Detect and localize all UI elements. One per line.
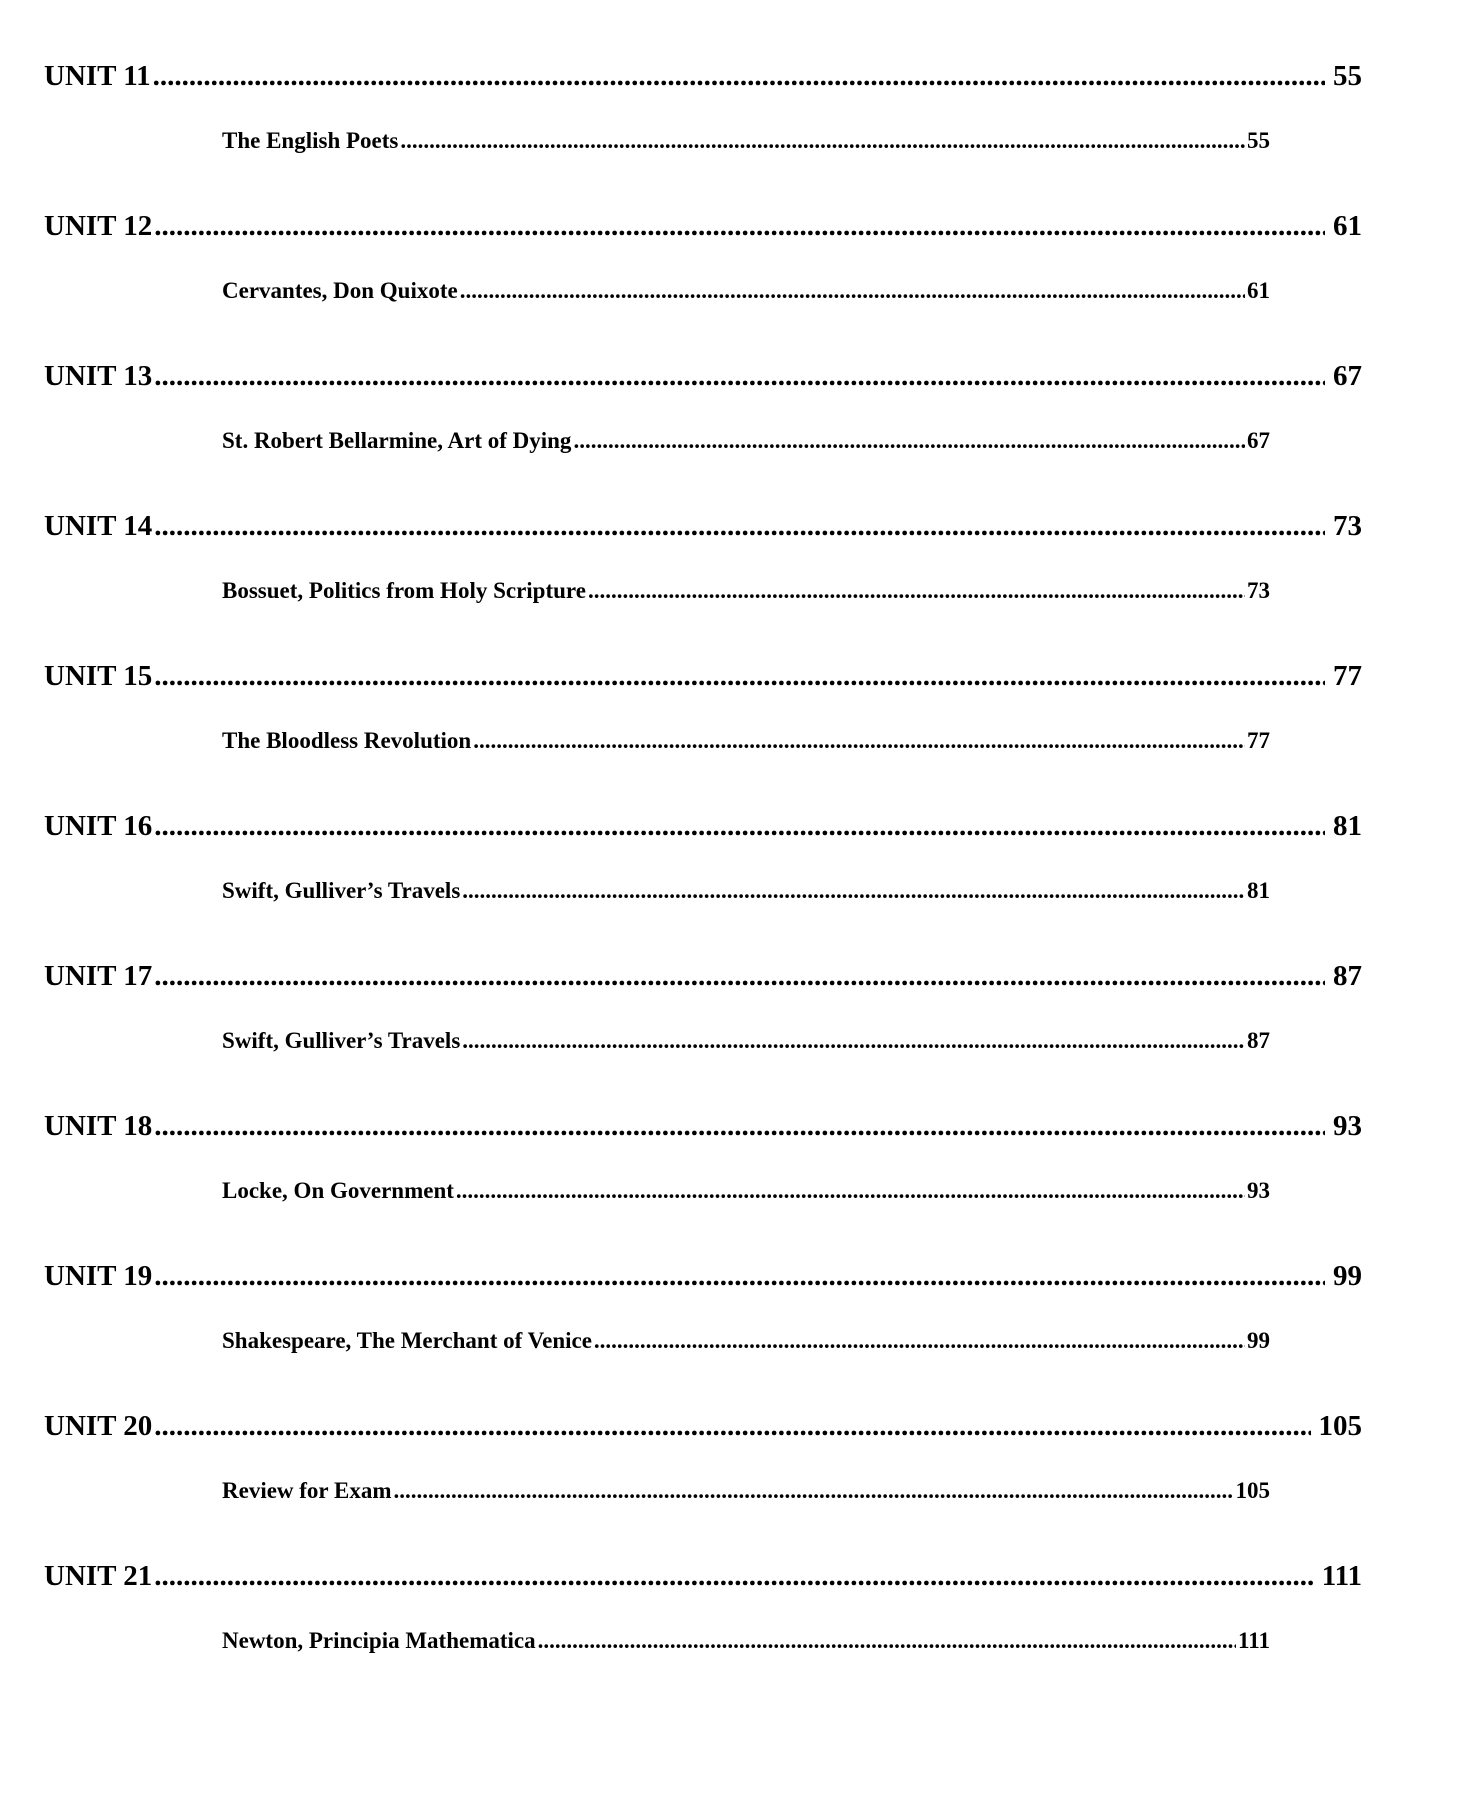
unit-heading-link[interactable] [44, 360, 1362, 400]
dot-leader [154, 810, 1325, 843]
dot-leader [594, 1328, 1245, 1354]
unit-label: UNIT 17 [44, 960, 153, 992]
unit-heading-link[interactable] [44, 1110, 1362, 1150]
dot-leader [154, 960, 1325, 993]
toc-entry-link[interactable] [222, 1028, 1270, 1062]
toc-entry-link[interactable] [222, 728, 1270, 762]
entry-page-number: 105 [1235, 1478, 1270, 1503]
toc-unit-21 [44, 1560, 1362, 1710]
unit-heading-link[interactable] [44, 1260, 1362, 1300]
unit-heading-link[interactable] [44, 210, 1362, 250]
entry-title: Review for Exam [222, 1478, 392, 1503]
entry-title: Swift, Gulliver’s Travels [222, 1028, 461, 1053]
dot-leader [462, 1028, 1245, 1054]
unit-page-number: 105 [1318, 1410, 1362, 1442]
unit-page-number: 93 [1333, 1110, 1362, 1142]
unit-label: UNIT 11 [44, 60, 151, 92]
entry-title: Bossuet, Politics from Holy Scripture [222, 578, 586, 603]
unit-label: UNIT 16 [44, 810, 153, 842]
unit-page-number: 73 [1333, 510, 1362, 542]
unit-heading-link[interactable] [44, 1410, 1362, 1450]
unit-page-number: 87 [1333, 960, 1362, 992]
unit-heading-link[interactable] [44, 660, 1362, 700]
toc-unit-15 [44, 660, 1362, 810]
toc-entry-link[interactable] [222, 578, 1270, 612]
dot-leader [154, 1110, 1325, 1143]
unit-label: UNIT 12 [44, 210, 153, 242]
entry-title: Swift, Gulliver’s Travels [222, 878, 461, 903]
dot-leader [393, 1478, 1233, 1504]
unit-page-number: 61 [1333, 210, 1362, 242]
toc-entry-link[interactable] [222, 1178, 1270, 1212]
toc-entry-link[interactable] [222, 1328, 1270, 1362]
dot-leader [154, 1410, 1310, 1443]
toc-entry-link[interactable] [222, 878, 1270, 912]
dot-leader [573, 428, 1245, 454]
unit-heading-link[interactable] [44, 810, 1362, 850]
dot-leader [400, 128, 1245, 154]
unit-page-number: 55 [1333, 60, 1362, 92]
unit-page-number: 81 [1333, 810, 1362, 842]
dot-leader [154, 660, 1325, 693]
toc-unit-12 [44, 210, 1362, 360]
entry-title: The Bloodless Revolution [222, 728, 472, 753]
entry-title: The English Poets [222, 128, 399, 153]
toc-entry-link[interactable] [222, 278, 1270, 312]
dot-leader [473, 728, 1245, 754]
unit-label: UNIT 21 [44, 1560, 153, 1592]
entry-page-number: 111 [1238, 1628, 1270, 1653]
unit-heading-link[interactable] [44, 510, 1362, 550]
entry-title: Newton, Principia Mathematica [222, 1628, 536, 1653]
toc-unit-16 [44, 810, 1362, 960]
dot-leader [154, 210, 1325, 243]
entry-page-number: 67 [1247, 428, 1270, 453]
entry-page-number: 87 [1247, 1028, 1270, 1053]
toc-unit-11 [44, 60, 1362, 210]
toc-entry-link[interactable] [222, 1628, 1270, 1662]
dot-leader [460, 278, 1245, 304]
toc-unit-18 [44, 1110, 1362, 1260]
entry-title: Cervantes, Don Quixote [222, 278, 458, 303]
entry-title: Shakespeare, The Merchant of Venice [222, 1328, 592, 1353]
dot-leader [154, 360, 1325, 393]
unit-label: UNIT 14 [44, 510, 153, 542]
unit-page-number: 99 [1333, 1260, 1362, 1292]
unit-heading-link[interactable] [44, 960, 1362, 1000]
dot-leader [456, 1178, 1245, 1204]
table-of-contents [44, 60, 1362, 1710]
toc-entry-link[interactable] [222, 128, 1270, 162]
unit-label: UNIT 20 [44, 1410, 153, 1442]
entry-title: St. Robert Bellarmine, Art of Dying [222, 428, 572, 453]
entry-page-number: 93 [1247, 1178, 1270, 1203]
entry-page-number: 77 [1247, 728, 1270, 753]
toc-unit-19 [44, 1260, 1362, 1410]
unit-label: UNIT 13 [44, 360, 153, 392]
entry-title: Locke, On Government [222, 1178, 454, 1203]
dot-leader [588, 578, 1245, 604]
unit-label: UNIT 18 [44, 1110, 153, 1142]
unit-heading-link[interactable] [44, 60, 1362, 100]
entry-page-number: 99 [1247, 1328, 1270, 1353]
unit-heading-link[interactable] [44, 1560, 1362, 1600]
unit-page-number: 67 [1333, 360, 1362, 392]
entry-page-number: 55 [1247, 128, 1270, 153]
dot-leader [154, 510, 1325, 543]
toc-entry-link[interactable] [222, 1478, 1270, 1512]
unit-label: UNIT 19 [44, 1260, 153, 1292]
unit-page-number: 77 [1333, 660, 1362, 692]
dot-leader [154, 1560, 1313, 1593]
toc-unit-20 [44, 1410, 1362, 1560]
unit-page-number: 111 [1321, 1560, 1362, 1592]
toc-unit-14 [44, 510, 1362, 660]
entry-page-number: 73 [1247, 578, 1270, 603]
toc-unit-13 [44, 360, 1362, 510]
dot-leader [153, 60, 1325, 93]
unit-label: UNIT 15 [44, 660, 153, 692]
entry-page-number: 61 [1247, 278, 1270, 303]
dot-leader [154, 1260, 1325, 1293]
entry-page-number: 81 [1247, 878, 1270, 903]
dot-leader [538, 1628, 1236, 1654]
toc-entry-link[interactable] [222, 428, 1270, 462]
dot-leader [462, 878, 1245, 904]
toc-unit-17 [44, 960, 1362, 1110]
